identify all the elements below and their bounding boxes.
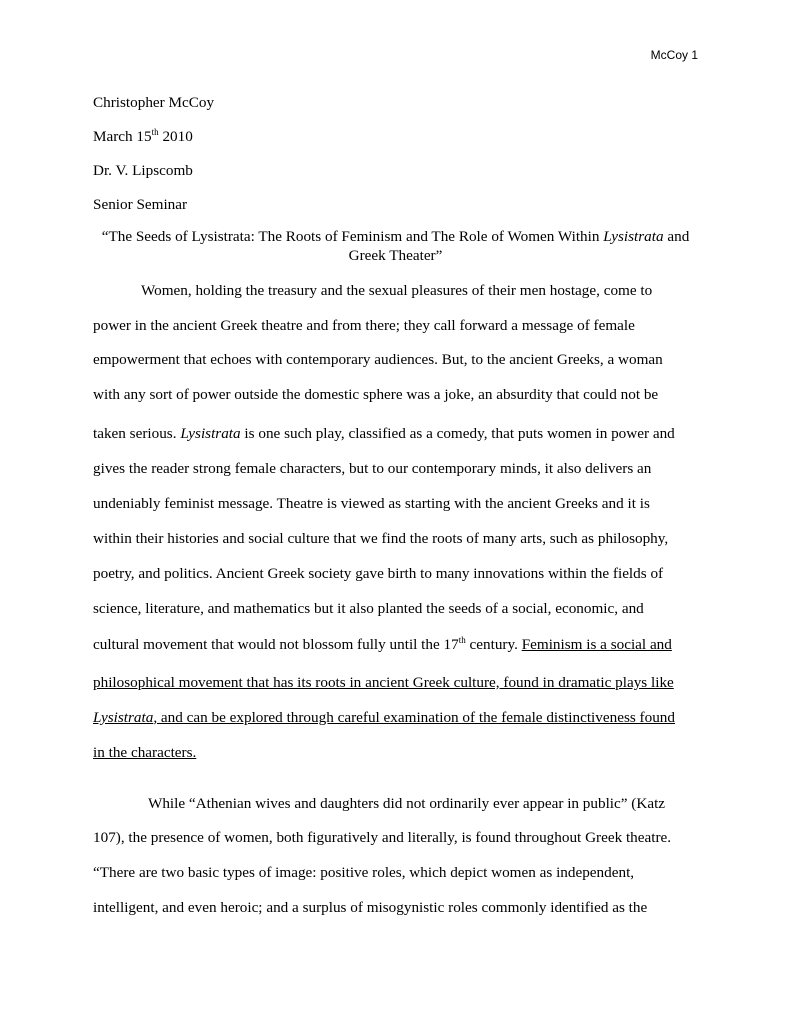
date-month-day: March 15 [93, 128, 152, 145]
thesis-line-3-text: , and can be explored through careful examination of the female distinctiveness found [153, 709, 675, 726]
p1-line-2: power in the ancient Greek theatre and from there; they call forward a message of female [93, 317, 635, 334]
title-text: “The Seeds of Lysistrata: The Roots of Feminism and The Role of Women Within [101, 228, 604, 245]
date-year: 2010 [158, 128, 193, 145]
p1-line-5 [93, 425, 693, 443]
p1-line-9: poetry, and politics. Ancient Greek society gave birth to many innovations within the fields of [93, 565, 664, 582]
p1-line-11-b: century. [465, 636, 522, 653]
thesis-line-3 [93, 709, 693, 727]
title-text-end: and [663, 228, 690, 245]
p1-line-6: gives the reader strong female characters, but to our contemporary minds, it also delivers an [93, 460, 652, 477]
p1-line-10: science, literature, and mathematics but it also planted the seeds of a social, economic, and [93, 600, 644, 617]
date-line [93, 128, 193, 146]
instructor-name: Dr. V. Lipscomb [93, 162, 193, 179]
p1-line-7: undeniably feminist message. Theatre is viewed as starting with the ancient Greeks and it is [93, 495, 650, 512]
p1-line-5-italic: Lysistrata [180, 425, 241, 442]
thesis-line-4: in the characters. [93, 744, 197, 761]
thesis-line-2: philosophical movement that has its roots in ancient Greek culture, found in dramatic plays like [93, 674, 674, 691]
p2-line-4: intelligent, and even heroic; and a surplus of misogynistic roles commonly identified as the [93, 899, 648, 916]
page-header: McCoy 1 [650, 48, 698, 62]
p1-line-5-a: taken serious. [93, 425, 181, 442]
p1-line-4: with any sort of power outside the domestic sphere was a joke, an absurdity that could not be [93, 386, 659, 403]
date-ordinal: th [151, 126, 159, 137]
p1-line-1: Women, holding the treasury and the sexual pleasures of their men hostage, come to [141, 282, 653, 299]
author-name: Christopher McCoy [93, 94, 215, 111]
p1-line-3: empowerment that echoes with contemporary audiences. But, to the ancient Greeks, a woman [93, 351, 663, 368]
p2-line-2: 107), the presence of women, both figuratively and literally, is found throughout Greek theatre. [93, 829, 672, 846]
p1-line-11 [93, 636, 693, 654]
title-italic-play: Lysistrata [603, 228, 664, 245]
thesis-start: Feminism is a social and [521, 636, 672, 653]
thesis-italic-play: Lysistrata [93, 709, 154, 726]
p2-line-1: While “Athenian wives and daughters did not ordinarily ever appear in public” (Katz [148, 795, 666, 812]
course-name: Senior Seminar [93, 196, 188, 213]
title-line-2: Greek Theater” [348, 247, 443, 264]
p1-line-8: within their histories and social culture that we find the roots of many arts, such as philosophy, [93, 530, 669, 547]
title-line-1 [60, 227, 731, 246]
p1-line-5-b: is one such play, classified as a comedy, that puts women in power and [240, 425, 675, 442]
p1-line-11-a: cultural movement that would not blossom fully until the 17 [93, 636, 459, 653]
essay-title [60, 227, 731, 265]
p2-line-3: “There are two basic types of image: positive roles, which depict women as independent, [93, 864, 635, 881]
p1-line-11-ordinal: th [458, 634, 466, 645]
